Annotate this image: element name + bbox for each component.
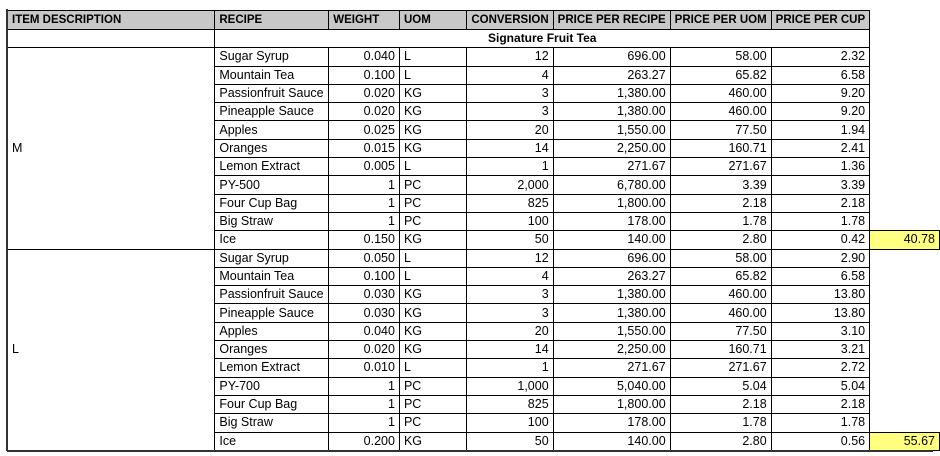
size-label[interactable]: M bbox=[8, 48, 215, 249]
price-per-recipe-cell[interactable]: 1,380.00 bbox=[553, 84, 670, 102]
price-per-cup-cell[interactable]: 1.78 bbox=[771, 414, 869, 432]
total-cost-cell[interactable]: 40.78 bbox=[870, 231, 940, 249]
blank-cell[interactable] bbox=[870, 66, 940, 84]
uom-cell[interactable]: KG bbox=[399, 121, 466, 139]
blank-cell[interactable] bbox=[870, 267, 940, 285]
conversion-cell[interactable]: 1,000 bbox=[467, 377, 553, 395]
price-per-cup-cell[interactable]: 2.32 bbox=[771, 48, 869, 66]
weight-cell[interactable]: 0.015 bbox=[329, 139, 400, 157]
size-label[interactable]: L bbox=[8, 249, 215, 450]
price-per-uom-cell[interactable]: 271.67 bbox=[670, 158, 771, 176]
price-per-recipe-cell[interactable]: 263.27 bbox=[553, 66, 670, 84]
sheet-left-border bbox=[6, 9, 8, 451]
conversion-cell[interactable]: 3 bbox=[467, 84, 553, 102]
weight-cell[interactable]: 0.040 bbox=[329, 48, 400, 66]
price-per-recipe-cell[interactable]: 1,380.00 bbox=[553, 103, 670, 121]
uom-cell[interactable]: PC bbox=[399, 194, 466, 212]
uom-cell[interactable]: KG bbox=[399, 304, 466, 322]
weight-cell[interactable]: 0.150 bbox=[329, 231, 400, 249]
conversion-cell[interactable]: 12 bbox=[467, 249, 553, 267]
weight-cell[interactable]: 0.200 bbox=[329, 432, 400, 450]
price-per-recipe-cell[interactable]: 140.00 bbox=[553, 432, 670, 450]
blank-cell[interactable] bbox=[870, 194, 940, 212]
title-row bbox=[8, 30, 940, 48]
price-per-uom-cell[interactable]: 58.00 bbox=[670, 48, 771, 66]
price-per-uom-cell[interactable]: 460.00 bbox=[670, 103, 771, 121]
price-per-cup-cell[interactable]: 2.18 bbox=[771, 194, 869, 212]
weight-cell[interactable]: 0.020 bbox=[329, 341, 400, 359]
uom-cell[interactable]: KG bbox=[399, 84, 466, 102]
weight-cell[interactable]: 0.040 bbox=[329, 322, 400, 340]
weight-cell[interactable]: 1 bbox=[329, 194, 400, 212]
uom-cell[interactable]: KG bbox=[399, 322, 466, 340]
price-per-uom-cell[interactable]: 77.50 bbox=[670, 121, 771, 139]
recipe-cell[interactable]: Oranges bbox=[215, 139, 329, 157]
conversion-cell[interactable]: 3 bbox=[467, 286, 553, 304]
recipe-cell[interactable]: Oranges bbox=[215, 341, 329, 359]
price-per-uom-cell[interactable]: 2.18 bbox=[670, 395, 771, 413]
weight-cell[interactable]: 0.005 bbox=[329, 158, 400, 176]
price-per-cup-cell[interactable]: 6.58 bbox=[771, 267, 869, 285]
weight-cell[interactable]: 0.100 bbox=[329, 66, 400, 84]
weight-cell[interactable]: 0.020 bbox=[329, 84, 400, 102]
blank-cell[interactable] bbox=[870, 139, 940, 157]
blank-cell[interactable] bbox=[870, 286, 940, 304]
price-per-recipe-cell[interactable]: 178.00 bbox=[553, 212, 670, 230]
blank-cell[interactable] bbox=[870, 377, 940, 395]
price-per-recipe-cell[interactable]: 271.67 bbox=[553, 158, 670, 176]
uom-cell[interactable]: KG bbox=[399, 341, 466, 359]
uom-cell[interactable]: KG bbox=[399, 139, 466, 157]
price-per-cup-cell[interactable]: 6.58 bbox=[771, 66, 869, 84]
weight-cell[interactable]: 0.010 bbox=[329, 359, 400, 377]
blank-cell[interactable] bbox=[870, 158, 940, 176]
header-uom[interactable]: UOM bbox=[399, 11, 466, 30]
uom-cell[interactable]: L bbox=[399, 359, 466, 377]
conversion-cell[interactable]: 50 bbox=[467, 231, 553, 249]
uom-cell[interactable]: PC bbox=[399, 176, 466, 194]
price-per-recipe-cell[interactable]: 2,250.00 bbox=[553, 139, 670, 157]
total-cost-cell[interactable]: 55.67 bbox=[870, 432, 940, 450]
weight-cell[interactable]: 0.020 bbox=[329, 103, 400, 121]
recipe-cell[interactable]: PY-700 bbox=[215, 377, 329, 395]
conversion-cell[interactable]: 20 bbox=[467, 121, 553, 139]
price-per-cup-cell[interactable]: 9.20 bbox=[771, 84, 869, 102]
price-per-recipe-cell[interactable]: 1,800.00 bbox=[553, 395, 670, 413]
weight-cell[interactable]: 0.050 bbox=[329, 249, 400, 267]
weight-cell[interactable]: 0.025 bbox=[329, 121, 400, 139]
weight-cell[interactable]: 1 bbox=[329, 377, 400, 395]
blank-cell[interactable] bbox=[870, 304, 940, 322]
price-per-uom-cell[interactable]: 460.00 bbox=[670, 286, 771, 304]
conversion-cell[interactable]: 4 bbox=[467, 267, 553, 285]
uom-cell[interactable]: PC bbox=[399, 212, 466, 230]
uom-cell[interactable]: L bbox=[399, 249, 466, 267]
conversion-cell[interactable]: 825 bbox=[467, 395, 553, 413]
blank-cell[interactable] bbox=[870, 395, 940, 413]
price-per-recipe-cell[interactable]: 696.00 bbox=[553, 249, 670, 267]
title-left-cell[interactable] bbox=[8, 30, 215, 48]
price-per-uom-cell[interactable]: 1.78 bbox=[670, 212, 771, 230]
price-per-recipe-cell[interactable]: 6,780.00 bbox=[553, 176, 670, 194]
recipe-cell[interactable]: PY-500 bbox=[215, 176, 329, 194]
blank-cell[interactable] bbox=[870, 176, 940, 194]
uom-cell[interactable]: KG bbox=[399, 286, 466, 304]
recipe-cell[interactable]: Big Straw bbox=[215, 414, 329, 432]
header-price-per-uom[interactable]: PRICE PER UOM bbox=[670, 11, 771, 30]
table-row bbox=[8, 48, 940, 66]
uom-cell[interactable]: KG bbox=[399, 231, 466, 249]
header-price-per-cup[interactable]: PRICE PER CUP bbox=[771, 11, 869, 30]
price-per-recipe-cell[interactable]: 271.67 bbox=[553, 359, 670, 377]
price-per-uom-cell[interactable]: 1.78 bbox=[670, 414, 771, 432]
price-per-uom-cell[interactable]: 2.18 bbox=[670, 194, 771, 212]
price-per-uom-cell[interactable]: 2.80 bbox=[670, 231, 771, 249]
conversion-cell[interactable]: 12 bbox=[467, 48, 553, 66]
price-per-uom-cell[interactable]: 460.00 bbox=[670, 304, 771, 322]
recipe-cell[interactable]: Four Cup Bag bbox=[215, 395, 329, 413]
price-per-cup-cell[interactable]: 0.42 bbox=[771, 231, 869, 249]
recipe-cell[interactable]: Apples bbox=[215, 121, 329, 139]
price-per-uom-cell[interactable]: 5.04 bbox=[670, 377, 771, 395]
price-per-uom-cell[interactable]: 160.71 bbox=[670, 341, 771, 359]
price-per-uom-cell[interactable]: 160.71 bbox=[670, 139, 771, 157]
price-per-recipe-cell[interactable]: 5,040.00 bbox=[553, 377, 670, 395]
weight-cell[interactable]: 0.030 bbox=[329, 286, 400, 304]
uom-cell[interactable]: L bbox=[399, 158, 466, 176]
weight-cell[interactable]: 1 bbox=[329, 212, 400, 230]
price-per-uom-cell[interactable]: 58.00 bbox=[670, 249, 771, 267]
conversion-cell[interactable]: 1 bbox=[467, 158, 553, 176]
price-per-cup-cell[interactable]: 0.56 bbox=[771, 432, 869, 450]
price-per-uom-cell[interactable]: 2.80 bbox=[670, 432, 771, 450]
blank-cell[interactable] bbox=[870, 359, 940, 377]
price-per-recipe-cell[interactable]: 1,550.00 bbox=[553, 121, 670, 139]
price-per-recipe-cell[interactable]: 696.00 bbox=[553, 48, 670, 66]
conversion-cell[interactable]: 50 bbox=[467, 432, 553, 450]
price-per-recipe-cell[interactable]: 1,380.00 bbox=[553, 286, 670, 304]
recipe-cell[interactable]: Pineapple Sauce bbox=[215, 103, 329, 121]
price-per-cup-cell[interactable]: 3.21 bbox=[771, 341, 869, 359]
conversion-cell[interactable]: 4 bbox=[467, 66, 553, 84]
recipe-cell[interactable]: Four Cup Bag bbox=[215, 194, 329, 212]
conversion-cell[interactable]: 20 bbox=[467, 322, 553, 340]
recipe-cell[interactable]: Lemon Extract bbox=[215, 359, 329, 377]
price-per-recipe-cell[interactable]: 1,800.00 bbox=[553, 194, 670, 212]
conversion-cell[interactable]: 14 bbox=[467, 341, 553, 359]
conversion-cell[interactable]: 3 bbox=[467, 304, 553, 322]
recipe-cell[interactable]: Big Straw bbox=[215, 212, 329, 230]
header-row bbox=[8, 11, 940, 30]
conversion-cell[interactable]: 1 bbox=[467, 359, 553, 377]
price-per-uom-cell[interactable]: 460.00 bbox=[670, 84, 771, 102]
price-per-recipe-cell[interactable]: 140.00 bbox=[553, 231, 670, 249]
conversion-cell[interactable]: 14 bbox=[467, 139, 553, 157]
header-item-description[interactable]: ITEM DESCRIPTION bbox=[8, 11, 215, 30]
price-per-cup-cell[interactable]: 3.10 bbox=[771, 322, 869, 340]
price-per-cup-cell[interactable]: 1.78 bbox=[771, 212, 869, 230]
price-per-cup-cell[interactable]: 2.72 bbox=[771, 359, 869, 377]
recipe-title[interactable]: Signature Fruit Tea bbox=[215, 30, 870, 48]
recipe-cell[interactable]: Ice bbox=[215, 432, 329, 450]
conversion-cell[interactable]: 100 bbox=[467, 212, 553, 230]
price-per-uom-cell[interactable]: 77.50 bbox=[670, 322, 771, 340]
uom-cell[interactable]: KG bbox=[399, 103, 466, 121]
conversion-cell[interactable]: 3 bbox=[467, 103, 553, 121]
table-row bbox=[8, 249, 940, 267]
price-per-cup-cell[interactable]: 2.90 bbox=[771, 249, 869, 267]
uom-cell[interactable]: L bbox=[399, 66, 466, 84]
recipe-cell[interactable]: Apples bbox=[215, 322, 329, 340]
recipe-cell[interactable]: Sugar Syrup bbox=[215, 48, 329, 66]
blank-cell[interactable] bbox=[870, 249, 940, 267]
price-per-uom-cell[interactable]: 65.82 bbox=[670, 267, 771, 285]
price-per-cup-cell[interactable]: 9.20 bbox=[771, 103, 869, 121]
recipe-cell[interactable]: Ice bbox=[215, 231, 329, 249]
recipe-cell[interactable]: Passionfruit Sauce bbox=[215, 286, 329, 304]
header-price-per-recipe[interactable]: PRICE PER RECIPE bbox=[553, 11, 670, 30]
price-per-cup-cell[interactable]: 3.39 bbox=[771, 176, 869, 194]
price-per-uom-cell[interactable]: 65.82 bbox=[670, 66, 771, 84]
blank-cell[interactable] bbox=[870, 341, 940, 359]
price-per-cup-cell[interactable]: 2.41 bbox=[771, 139, 869, 157]
recipe-cell[interactable]: Mountain Tea bbox=[215, 66, 329, 84]
conversion-cell[interactable]: 2,000 bbox=[467, 176, 553, 194]
blank-cell[interactable] bbox=[870, 103, 940, 121]
weight-cell[interactable]: 1 bbox=[329, 395, 400, 413]
price-per-cup-cell[interactable]: 1.94 bbox=[771, 121, 869, 139]
blank-cell[interactable] bbox=[870, 121, 940, 139]
recipe-cell[interactable]: Passionfruit Sauce bbox=[215, 84, 329, 102]
blank-cell[interactable] bbox=[870, 84, 940, 102]
uom-cell[interactable]: KG bbox=[399, 432, 466, 450]
uom-cell[interactable]: L bbox=[399, 267, 466, 285]
price-per-uom-cell[interactable]: 271.67 bbox=[670, 359, 771, 377]
header-conversion[interactable]: CONVERSION bbox=[467, 11, 553, 30]
recipe-cell[interactable]: Pineapple Sauce bbox=[215, 304, 329, 322]
price-per-recipe-cell[interactable]: 2,250.00 bbox=[553, 341, 670, 359]
blank-cell[interactable] bbox=[870, 48, 940, 66]
recipe-cell[interactable]: Lemon Extract bbox=[215, 158, 329, 176]
blank-cell[interactable] bbox=[870, 11, 940, 30]
price-per-recipe-cell[interactable]: 1,380.00 bbox=[553, 304, 670, 322]
weight-cell[interactable]: 1 bbox=[329, 176, 400, 194]
price-per-cup-cell[interactable]: 5.04 bbox=[771, 377, 869, 395]
blank-cell[interactable] bbox=[870, 414, 940, 432]
blank-cell[interactable] bbox=[870, 322, 940, 340]
weight-cell[interactable]: 0.100 bbox=[329, 267, 400, 285]
recipe-cell[interactable]: Mountain Tea bbox=[215, 267, 329, 285]
blank-cell[interactable] bbox=[870, 30, 940, 48]
blank-cell[interactable] bbox=[870, 212, 940, 230]
price-per-recipe-cell[interactable]: 263.27 bbox=[553, 267, 670, 285]
sheet-bottom-border bbox=[7, 450, 933, 452]
conversion-cell[interactable]: 825 bbox=[467, 194, 553, 212]
recipe-cost-table bbox=[7, 10, 940, 451]
conversion-cell[interactable]: 100 bbox=[467, 414, 553, 432]
weight-cell[interactable]: 0.030 bbox=[329, 304, 400, 322]
price-per-cup-cell[interactable]: 1.36 bbox=[771, 158, 869, 176]
price-per-uom-cell[interactable]: 3.39 bbox=[670, 176, 771, 194]
uom-cell[interactable]: PC bbox=[399, 395, 466, 413]
price-per-recipe-cell[interactable]: 178.00 bbox=[553, 414, 670, 432]
weight-cell[interactable]: 1 bbox=[329, 414, 400, 432]
uom-cell[interactable]: PC bbox=[399, 414, 466, 432]
header-weight[interactable]: WEIGHT bbox=[329, 11, 400, 30]
uom-cell[interactable]: PC bbox=[399, 377, 466, 395]
price-per-cup-cell[interactable]: 2.18 bbox=[771, 395, 869, 413]
uom-cell[interactable]: L bbox=[399, 48, 466, 66]
price-per-recipe-cell[interactable]: 1,550.00 bbox=[553, 322, 670, 340]
price-per-cup-cell[interactable]: 13.80 bbox=[771, 286, 869, 304]
recipe-cell[interactable]: Sugar Syrup bbox=[215, 249, 329, 267]
header-recipe[interactable]: RECIPE bbox=[215, 11, 329, 30]
price-per-cup-cell[interactable]: 13.80 bbox=[771, 304, 869, 322]
